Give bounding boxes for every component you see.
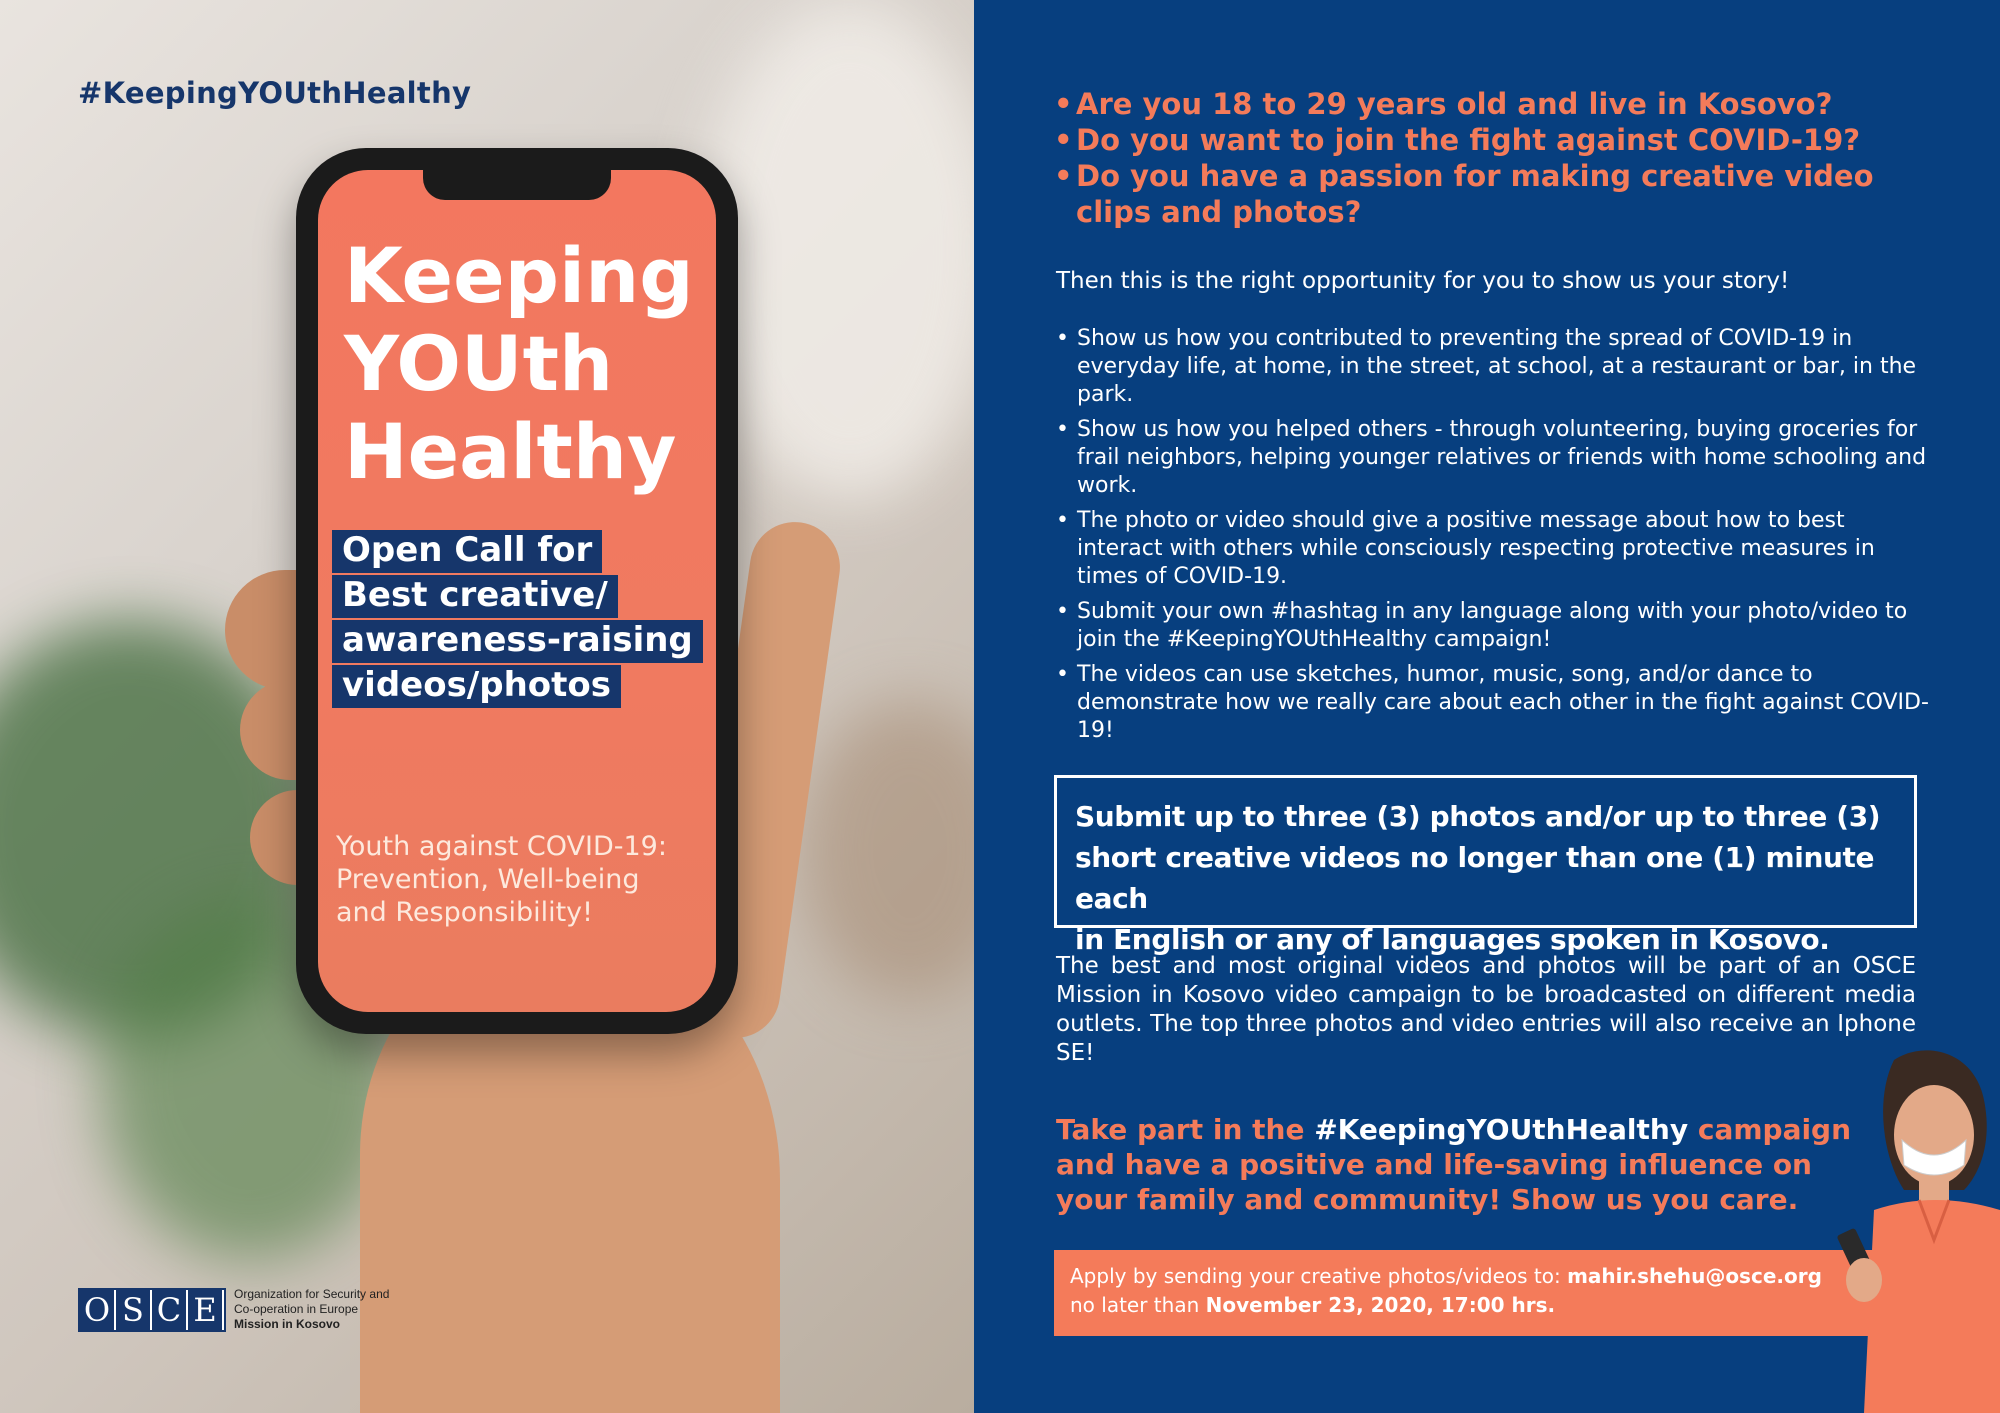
hand: [1846, 1258, 1882, 1302]
apply-line: [1070, 1262, 1898, 1291]
phone-title: [344, 232, 704, 496]
question-item: • Do you want to join the fight against COVID-19?: [1054, 122, 1934, 158]
apply-email[interactable]: mahir.shehu@osce.org: [1567, 1264, 1822, 1288]
submission-rules-box: [1054, 775, 1917, 956]
title-line: YOUth: [344, 319, 614, 408]
intro-text: Then this is the right opportunity for you to show us your story!: [1056, 268, 1790, 294]
deadline-prefix: no later than: [1070, 1293, 1206, 1317]
instruction-item: • Submit your own #hashtag in any language along with your photo/video to join the #KeepingYOUthHealthy campaign!: [1056, 598, 1936, 654]
cta-suffix: campaign and have a positive and life-saving influence on your family and community! Show us you care.: [1056, 1113, 1852, 1216]
phone-screen: [318, 170, 716, 1012]
smartphone: [296, 148, 738, 1034]
osce-mission: Mission in Kosovo: [234, 1317, 341, 1331]
campaign-hashtag: #KeepingYOUthHealthy: [78, 76, 472, 110]
photo-panel: [0, 0, 974, 1413]
question-item: • Do you have a passion for making creative video clips and photos?: [1054, 158, 1934, 230]
submission-line: short creative videos no longer than one (1) minute each: [1075, 841, 1875, 915]
masked-woman-illustration: [1824, 1040, 2000, 1413]
instruction-item: • The photo or video should give a positive message about how to best interact with others while consciously respecting protective measures in times of COVID-19.: [1056, 507, 1936, 591]
apply-box: [1054, 1250, 1914, 1336]
call-to-action: [1056, 1112, 1876, 1217]
question-list: [1054, 86, 1934, 230]
open-call-line: Open Call for: [332, 530, 602, 573]
osce-line: Co-operation in Europe: [234, 1302, 359, 1316]
open-call-line: videos/photos: [332, 665, 621, 708]
osce-organization-name: [234, 1287, 389, 1332]
osce-logo-block: [78, 1287, 389, 1332]
prize-text: The best and most original videos and photos will be part of an OSCE Mission in Kosovo video campaign to be broadcasted on different media outlets. The top three photos and video entries will also receive an Iphone SE!: [1056, 953, 1916, 1066]
osce-logo: [78, 1288, 226, 1332]
subtitle-line: and Responsibility!: [336, 897, 593, 928]
subtitle-line: Youth against COVID-19:: [336, 831, 667, 862]
title-line: Healthy: [344, 407, 677, 496]
info-panel: [974, 0, 2000, 1413]
open-call-line: awareness-raising: [332, 620, 703, 663]
apply-prefix: Apply by sending your creative photos/videos to:: [1070, 1264, 1568, 1288]
cta-prefix: Take part in the: [1056, 1113, 1315, 1146]
title-line: Keeping: [344, 231, 694, 320]
open-call-line: Best creative/: [332, 575, 618, 618]
submission-line: Submit up to three (3) photos and/or up to three (3): [1075, 800, 1881, 833]
instruction-list: [1056, 325, 1936, 752]
logo-letter: C: [152, 1290, 186, 1330]
cta-hashtag: #KeepingYOUthHealthy: [1314, 1113, 1689, 1146]
subtitle-line: Prevention, Well-being: [336, 864, 640, 895]
instruction-item: • Show us how you contributed to preventing the spread of COVID-19 in everyday life, at home, in the street, at school, at a restaurant or bar, in the park.: [1056, 325, 1936, 409]
logo-letter: O: [80, 1290, 114, 1330]
deadline-date: November 23, 2020, 17:00 hrs.: [1205, 1293, 1556, 1317]
phone-subtitle: [336, 830, 706, 929]
logo-letter: E: [188, 1290, 222, 1330]
question-item: • Are you 18 to 29 years old and live in Kosovo?: [1054, 86, 1934, 122]
phone-notch: [423, 170, 611, 200]
instruction-item: • The videos can use sketches, humor, music, song, and/or dance to demonstrate how we really care about each other in the fight against COVID-19!: [1056, 661, 1936, 745]
deadline-line: [1070, 1291, 1898, 1320]
blurred-background: [700, 0, 974, 500]
logo-letter: S: [116, 1290, 150, 1330]
open-call-box: [332, 530, 703, 710]
submission-line: in English or any of languages spoken in Kosovo.: [1075, 923, 1830, 956]
blurred-background: [800, 700, 974, 1000]
instruction-item: • Show us how you helped others - through volunteering, buying groceries for frail neighbors, helping younger relatives or friends with home schooling and work.: [1056, 416, 1936, 500]
osce-line: Organization for Security and: [234, 1287, 390, 1301]
